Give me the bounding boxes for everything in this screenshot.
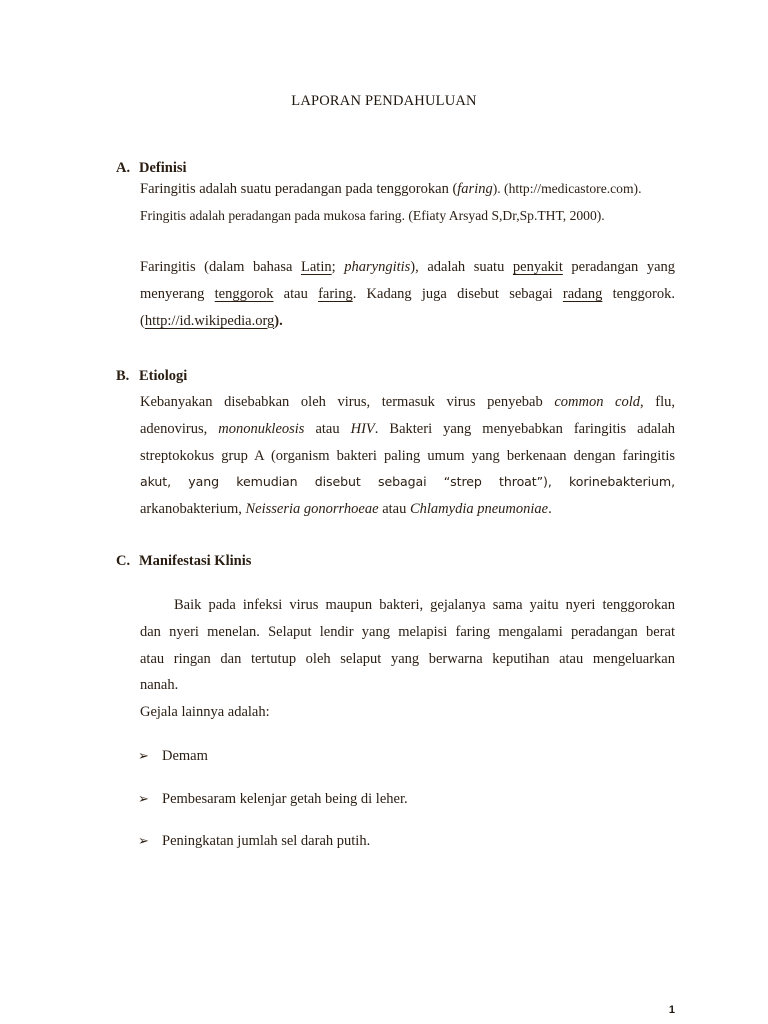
text: arkanobakterium,: [140, 501, 246, 518]
section-a-paragraph-2: [140, 254, 675, 334]
list-item: [138, 833, 370, 850]
text: tenggorok.: [602, 285, 676, 302]
text: ).: [274, 312, 283, 329]
paragraph-line: nanah.: [140, 677, 179, 694]
paragraph-line: [140, 496, 675, 523]
text: menyerang: [140, 285, 215, 302]
section-a-definition: [140, 176, 675, 230]
list-item-text: Peningkatan jumlah sel darah putih.: [162, 833, 371, 849]
paragraph-line: Baik pada infeksi virus maupun bakteri, gejalanya sama yaitu nyeri tenggorokan: [174, 597, 675, 613]
link-penyakit[interactable]: penyakit: [512, 259, 563, 275]
definition-line-2: Fringitis adalah peradangan pada mukosa faring. (Efiaty Arsyad S,Dr,Sp.THT, 2000).: [140, 207, 605, 223]
paragraph-line: [140, 308, 675, 335]
text: ;: [331, 259, 345, 275]
text: atau: [273, 285, 319, 302]
italic-term: Neisseria gonorrhoeae: [245, 501, 379, 518]
text: peradangan yang: [562, 259, 676, 275]
definition-line-1: [140, 176, 675, 203]
paragraph-line: akut, yang kemudian disebut sebagai “strep throat”), korinebakterium,: [140, 474, 675, 490]
text: , flu,: [640, 394, 676, 410]
link-radang[interactable]: radang: [562, 285, 603, 302]
section-a-letter: A.: [116, 160, 131, 176]
section-a-heading: [116, 160, 187, 177]
text: . Bakteri yang menyebabkan faringitis adalah: [374, 420, 676, 437]
paragraph-line: [140, 281, 675, 308]
link-wikipedia[interactable]: http://id.wikipedia.org: [144, 312, 275, 329]
section-b-heading: [116, 368, 187, 385]
section-b-title: Etiologi: [139, 368, 188, 384]
paragraph-line: streptokokus grup A (organism bakteri paling umum yang berkenaan dengan faringitis: [140, 447, 675, 464]
text: .: [548, 501, 552, 518]
page-title: LAPORAN PENDAHULUAN: [291, 93, 477, 109]
text: (: [140, 312, 145, 329]
list-item-text: Demam: [162, 748, 208, 764]
section-c-title: Manifestasi Klinis: [139, 553, 252, 569]
arrow-bullet-icon: ➢: [138, 833, 149, 848]
paragraph-line: atau ringan dan tertutup oleh selaput yang berwarna keputihan atau mengeluarkan: [140, 650, 675, 667]
link-tenggorok[interactable]: tenggorok: [214, 285, 274, 302]
section-b-letter: B.: [116, 368, 130, 384]
link-faring[interactable]: faring: [318, 285, 353, 302]
text: atau: [378, 501, 410, 518]
section-b-paragraph: [140, 389, 675, 523]
paragraph-line: [140, 254, 675, 281]
paragraph-line: dan nyeri menelan. Selaput lendir yang melapisi faring mengalami peradangan berat: [140, 623, 675, 640]
section-c-sublead: [140, 699, 675, 726]
italic-term: common cold: [554, 394, 641, 410]
symptoms-lead: Gejala lainnya adalah:: [140, 704, 270, 720]
text: adenovirus,: [140, 420, 219, 437]
list-item-text: Pembesaram kelenjar getah being di leher.: [162, 791, 408, 807]
section-c-paragraph: [140, 592, 675, 699]
italic-term: faring: [457, 181, 493, 197]
section-a-title: Definisi: [139, 160, 187, 176]
arrow-bullet-icon: ➢: [138, 748, 149, 763]
text: atau: [304, 420, 351, 437]
text: Faringitis (dalam bahasa: [140, 259, 302, 275]
text: ), adalah suatu: [410, 259, 513, 275]
citation: ). (http://medicastore.com).: [492, 181, 642, 196]
italic-term: HIV: [350, 420, 375, 437]
italic-term: Chlamydia pneumoniae: [409, 501, 549, 518]
section-c-letter: C.: [116, 553, 131, 569]
italic-term: pharyngitis: [344, 259, 411, 275]
list-item: [138, 791, 408, 808]
paragraph-line: [140, 416, 675, 443]
page-number: 1: [668, 1004, 675, 1016]
text: Kebanyakan disebabkan oleh virus, termasuk virus penyebab: [140, 394, 555, 410]
paragraph-line: [140, 389, 675, 416]
list-item: [138, 748, 208, 765]
italic-term: mononukleosis: [218, 420, 305, 437]
arrow-bullet-icon: ➢: [138, 791, 149, 806]
text: . Kadang juga disebut sebagai: [352, 285, 563, 302]
text: Faringitis adalah suatu peradangan pada tenggorokan (: [140, 181, 458, 197]
section-c-heading: [116, 553, 251, 570]
link-latin[interactable]: Latin: [301, 259, 332, 275]
